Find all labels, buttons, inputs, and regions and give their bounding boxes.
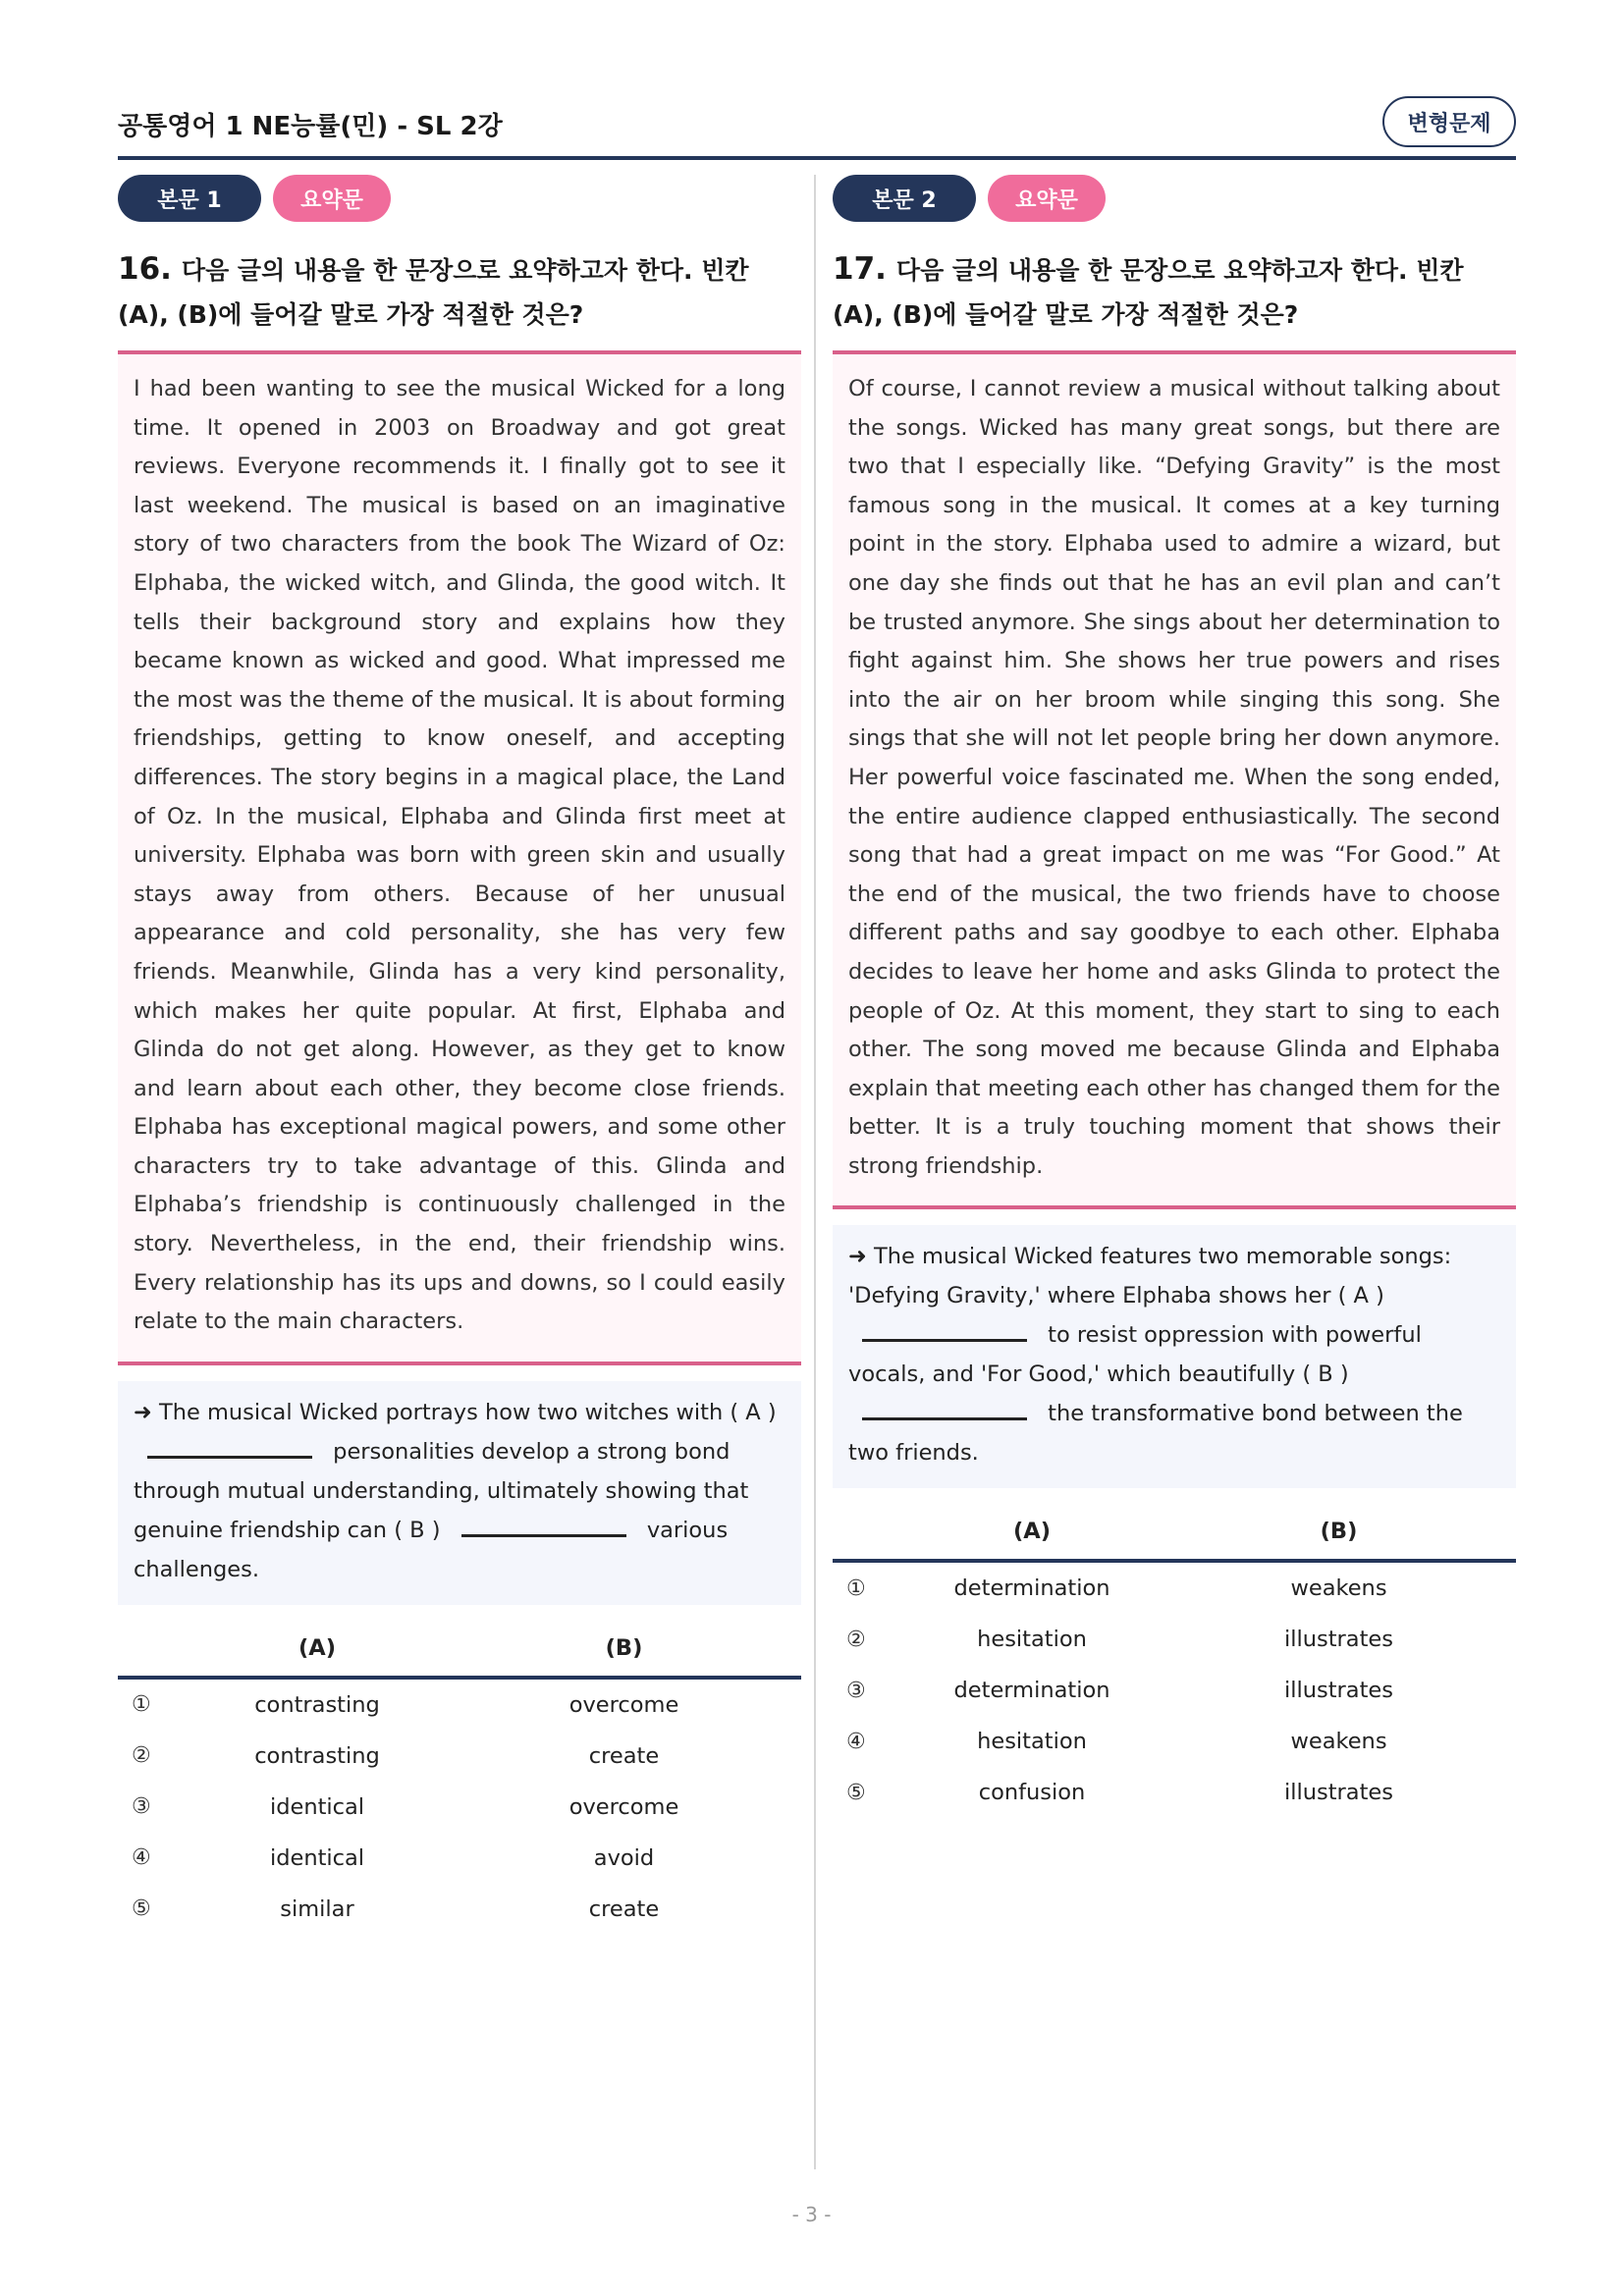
choice-a: similar	[280, 1896, 354, 1922]
blank-a	[862, 1331, 1027, 1342]
column-divider	[814, 175, 816, 2169]
passage-tag: 본문 2	[833, 175, 976, 222]
blank-b	[862, 1410, 1027, 1420]
choice-a: identical	[269, 1844, 365, 1871]
choice-row[interactable]	[118, 1678, 801, 1731]
choices-header	[118, 1621, 801, 1678]
choice-a: hesitation	[977, 1729, 1087, 1755]
choice-b: create	[588, 1742, 660, 1769]
question-17-column	[833, 175, 1516, 1818]
choice-row[interactable]	[118, 1833, 801, 1884]
choice-row[interactable]	[118, 1731, 801, 1782]
choice-row[interactable]	[833, 1767, 1516, 1818]
choice-b: overcome	[568, 1691, 679, 1718]
question-number: 16.	[118, 251, 172, 287]
summary-part-1: ➜ The musical Wicked portrays how two witches with ( A )	[134, 1399, 777, 1425]
passage-tag: 본문 1	[118, 175, 261, 222]
column-a-header: (A)	[188, 1621, 447, 1678]
page-title: 공통영어 1 NE능률(민) - SL 2강	[118, 112, 503, 141]
choice-a: contrasting	[254, 1742, 380, 1769]
column-a-header: (A)	[902, 1504, 1162, 1561]
choice-number: ③	[132, 1794, 151, 1820]
type-tag: 요약문	[988, 175, 1106, 222]
question-prompt	[118, 247, 801, 337]
question-16-column	[118, 175, 801, 1935]
summary-box	[118, 1381, 801, 1605]
choice-number: ①	[846, 1575, 866, 1601]
choice-b: weakens	[1290, 1729, 1387, 1755]
question-number: 17.	[833, 251, 887, 287]
tag-row	[833, 175, 1516, 222]
column-b-header: (B)	[1162, 1504, 1516, 1561]
choice-b: illustrates	[1284, 1627, 1393, 1653]
type-tag: 요약문	[273, 175, 391, 222]
summary-part-2: personalities develop a strong bond through mutual understanding, ultimately showing that genuine friendship can ( B )	[134, 1438, 749, 1543]
blank-b	[461, 1526, 626, 1537]
column-b-header: (B)	[447, 1621, 801, 1678]
tag-row	[118, 175, 801, 222]
summary-part-3: the transformative bond between the two friends.	[848, 1401, 1463, 1467]
page-header	[118, 96, 1516, 159]
choices-table	[833, 1504, 1516, 1818]
choice-b: avoid	[593, 1844, 655, 1871]
header-rule	[118, 156, 1516, 160]
question-text: 다음 글의 내용을 한 문장으로 요약하고자 한다. 빈칸 (A), (B)에 들어갈 말로 가장 적절한 것은?	[833, 256, 1464, 329]
choice-a: identical	[269, 1793, 365, 1820]
choices-header	[833, 1504, 1516, 1561]
choice-b: illustrates	[1284, 1678, 1393, 1704]
choice-number: ⑤	[846, 1780, 866, 1805]
choices-table	[118, 1621, 801, 1935]
page-number: - 3 -	[791, 2203, 832, 2226]
passage-box: Of course, I cannot review a musical without talking about the songs. Wicked has many great songs, but there are two that I especially like. “Defying Gravity” is the most famous song in the musical. It comes at a key turning point in the story. Elphaba used to admire a wizard, but one day she finds out that he has an evil plan and can’t be trusted anymore. She sings about her determination to fight against him. She shows her true powers and rises into the air on her broom while singing this song. She sings that she will not let people bring her down anymore. Her powerful voice fascinated me. When the song ended, the entire audience clapped enthusiastically. The second song that had a great impact on me was “For Good.” At the end of the musical, the two friends have to choose different paths and say goodbye to each other. Elphaba decides to leave her home and asks Glinda to protect the people of Oz. At this moment, they start to sing to each other. The song moved me because Glinda and Elphaba explain that meeting each other has changed them for the better. It is a truly touching moment that shows their strong friendship.	[833, 350, 1516, 1209]
choice-number: ⑤	[132, 1896, 151, 1922]
choice-a: contrasting	[254, 1691, 380, 1718]
choice-b: overcome	[568, 1793, 679, 1820]
choice-number: ②	[846, 1627, 866, 1652]
choice-number: ②	[132, 1743, 151, 1769]
choice-a: determination	[953, 1678, 1110, 1704]
choice-row[interactable]	[118, 1782, 801, 1833]
choice-a: confusion	[978, 1780, 1086, 1806]
choice-b: create	[588, 1896, 660, 1922]
summary-box	[833, 1225, 1516, 1488]
choice-number: ③	[846, 1678, 866, 1703]
choice-number: ①	[132, 1692, 151, 1718]
choice-a: determination	[953, 1575, 1110, 1602]
passage-box: I had been wanting to see the musical Wicked for a long time. It opened in 2003 on Broadway and got great reviews. Everyone recommends it. I finally got to see it last weekend. The musical is based on an imaginative story of two characters from the book The Wizard of Oz: Elphaba, the wicked witch, and Glinda, the good witch. It tells their background story and explains how they became known as wicked and good. What impressed me the most was the theme of the musical. It is about forming friendships, getting to know oneself, and accepting differences. The story begins in a magical place, the Land of Oz. In the musical, Elphaba and Glinda first meet at university. Elphaba was born with green skin and usually stays away from others. Because of her unusual appearance and cold personality, she has very few friends. Meanwhile, Glinda has a very kind personality, which makes her quite popular. At first, Elphaba and Glinda do not get along. However, as they get to know and learn about each other, they become close friends. Elphaba has exceptional magical powers, and some other characters try to take advantage of this. Glinda and Elphaba’s friendship is continuously challenged in the story. Nevertheless, in the end, their friendship wins. Every relationship has its ups and downs, so I could easily relate to the main characters.	[118, 350, 801, 1365]
summary-part-2: to resist oppression with powerful vocals, and 'For Good,' which beautifully ( B )	[848, 1322, 1422, 1388]
choice-row[interactable]	[833, 1561, 1516, 1614]
question-text: 다음 글의 내용을 한 문장으로 요약하고자 한다. 빈칸 (A), (B)에 들어갈 말로 가장 적절한 것은?	[118, 256, 749, 329]
choice-row[interactable]	[833, 1614, 1516, 1665]
choice-row[interactable]	[118, 1884, 801, 1935]
choice-b: illustrates	[1284, 1780, 1393, 1806]
choice-row[interactable]	[833, 1665, 1516, 1716]
blank-a	[147, 1448, 312, 1459]
choice-a: hesitation	[977, 1627, 1087, 1653]
choice-number: ④	[132, 1845, 151, 1871]
choice-row[interactable]	[833, 1716, 1516, 1767]
summary-part-1: ➜ The musical Wicked features two memorable songs: 'Defying Gravity,' where Elphaba shows her ( A )	[848, 1244, 1452, 1309]
summary-part-3: various challenges.	[134, 1517, 729, 1582]
question-prompt	[833, 247, 1516, 337]
choice-number: ④	[846, 1729, 866, 1754]
choice-b: weakens	[1290, 1575, 1387, 1602]
variant-badge: 변형문제	[1382, 96, 1516, 147]
